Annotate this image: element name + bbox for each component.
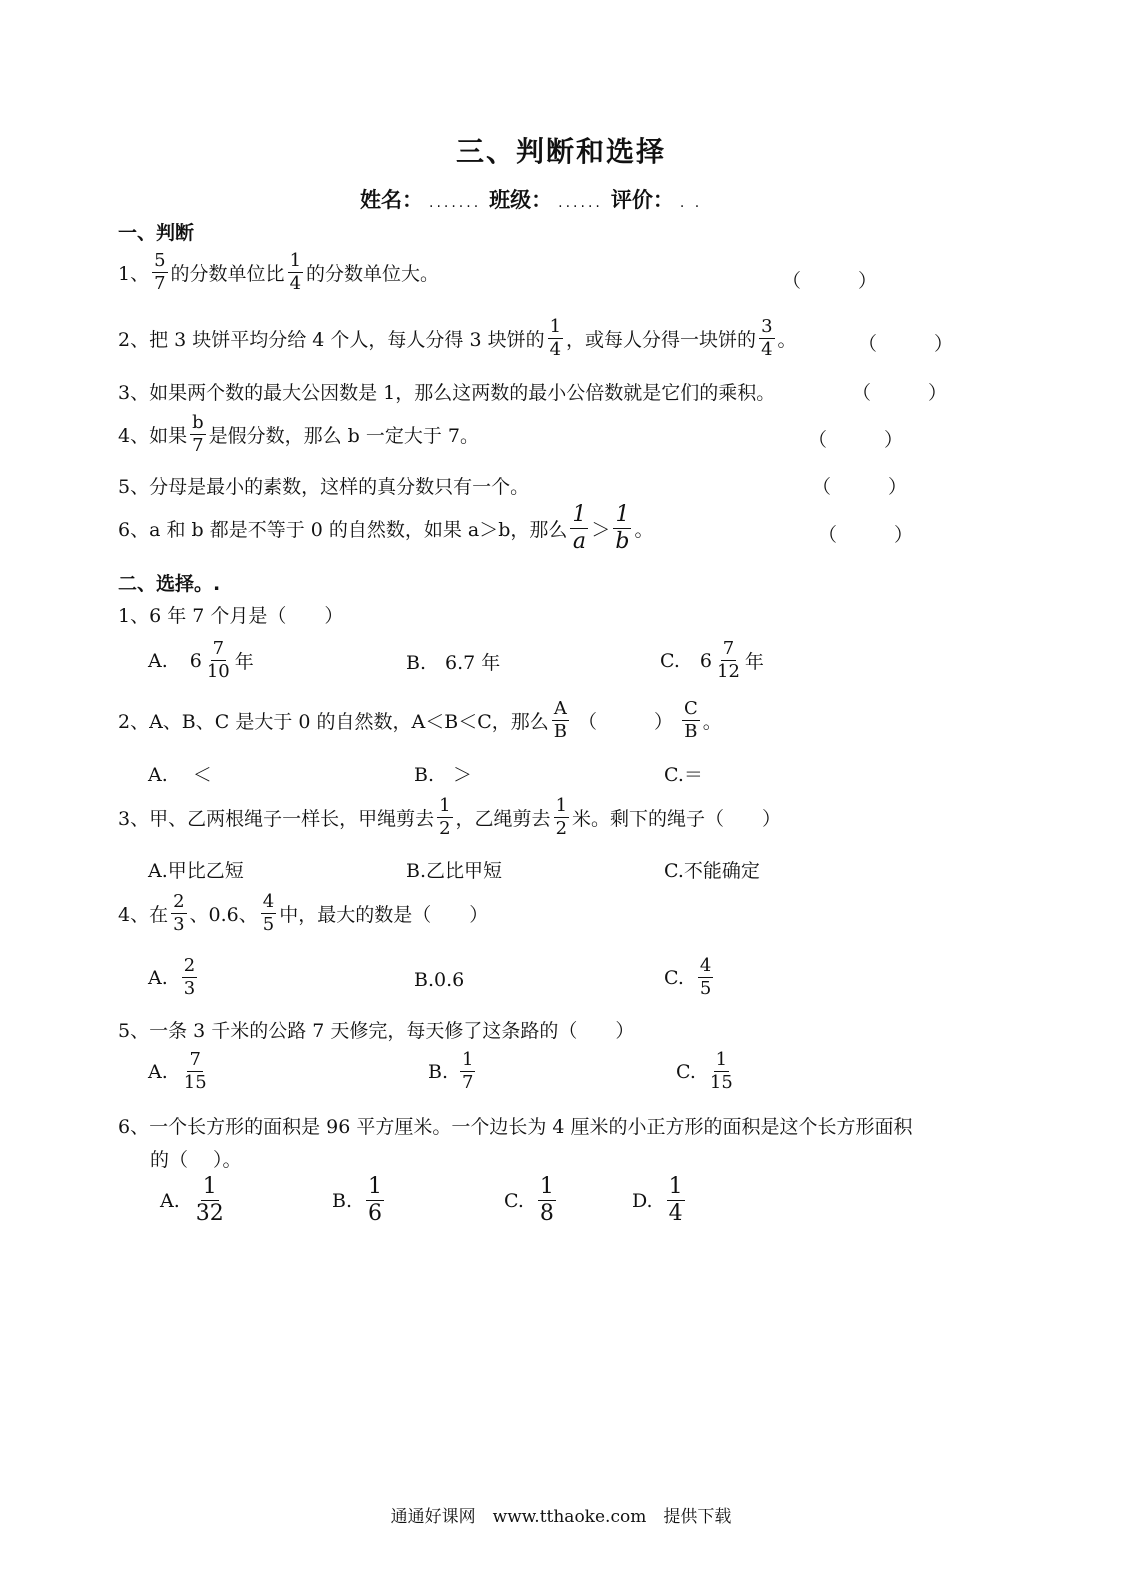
judge-question-2: 2、把 3 块饼平均分给 4 个人，每人分得 3 块饼的 $\frac{1}{4}$ ，或每人分得一块饼的 $\frac{3}{4}$ 。: [118, 316, 797, 360]
judge-question-4: 4、如果 $\frac{b}{7}$ 是假分数，那么 b 一定大于 7。: [118, 412, 479, 456]
option-c[interactable]: C. $\frac{4}{5}$: [664, 955, 712, 999]
fraction: $\frac{A}{B}$: [553, 698, 567, 742]
option-c[interactable]: C.＝: [664, 764, 703, 786]
name-label: 姓名：: [360, 188, 423, 212]
choice-question-6: 6、一个长方形的面积是 96 平方厘米。一个边长为 4 厘米的小正方形的面积是这个长方形面积: [118, 1116, 913, 1138]
choice-question-4: 4、在 $\frac{2}{3}$ 、0.6、 $\frac{4}{5}$ 中，最大的数是（ ）: [118, 891, 489, 935]
option-c[interactable]: C. $\frac{1}{15}$: [676, 1049, 733, 1093]
option-a[interactable]: A. $\frac{2}{3}$: [148, 955, 196, 999]
judge-question-1: 1、 $\frac{5}{7}$ 的分数单位比 $\frac{1}{4}$ 的分数单位大。: [118, 250, 440, 294]
page-footer: 通通好课网 www.tthaoke.com 提供下载: [390, 1507, 732, 1527]
fraction: $\frac{5}{7}$: [154, 250, 166, 294]
answer-blank-2[interactable]: （ ）: [858, 333, 954, 355]
judge-question-5: 5、分母是最小的素数，这样的真分数只有一个。: [118, 476, 530, 498]
name-blank: .......: [429, 195, 482, 211]
fraction: $\frac{1}{4}$: [289, 250, 302, 294]
option-d[interactable]: D. $\frac{1}{4}$: [632, 1174, 683, 1226]
option-b[interactable]: B.0.6: [414, 969, 465, 991]
fraction: $\frac{7}{15}$: [183, 1049, 207, 1093]
fraction: $\frac{1}{6}$: [368, 1174, 383, 1226]
student-info-line: [360, 184, 710, 214]
fraction: $\frac{C}{B}$: [684, 698, 698, 742]
fraction: $\frac{1}{b}$: [615, 502, 630, 554]
fraction: $\frac{7}{12}$: [717, 638, 740, 682]
option-a[interactable]: A. ＜: [148, 764, 212, 786]
fraction: $\frac{1}{2}$: [555, 795, 568, 839]
choice-question-3: 3、甲、乙两根绳子一样长，甲绳剪去 $\frac{1}{2}$ ，乙绳剪去 $\frac{1}{2}$ 米。剩下的绳子（ ）: [118, 795, 782, 839]
fraction: $\frac{4}{5}$: [262, 891, 275, 935]
judge-question-6: 6、a 和 b 都是不等于 0 的自然数，如果 a＞b，那么 $\frac{1}{a}$ ＞ $\frac{1}{b}$ 。: [118, 502, 654, 554]
fraction: $\frac{b}{7}$: [192, 412, 204, 456]
judge-question-3: 3、如果两个数的最大公因数是 1，那么这两数的最小公倍数就是它们的乘积。: [118, 382, 776, 404]
option-a[interactable]: A. $\frac{1}{32}$: [160, 1174, 224, 1226]
evaluation-label: 评价：: [610, 188, 674, 212]
answer-blank-4[interactable]: （ ）: [808, 429, 904, 451]
fraction: $\frac{1}{2}$: [439, 795, 451, 839]
option-a[interactable]: A. $\frac{7}{15}$: [148, 1049, 207, 1093]
choice-question-6-cont: 的（ ）。: [150, 1149, 242, 1171]
choice-question-5: 5、一条 3 千米的公路 7 天修完，每天修了这条路的（ ）: [118, 1020, 635, 1042]
option-b[interactable]: B. ＞: [414, 764, 473, 786]
class-blank: ......: [558, 195, 603, 211]
answer-blank-6[interactable]: （ ）: [818, 524, 914, 546]
option-b[interactable]: B. 6.7 年: [406, 652, 501, 674]
answer-blank-5[interactable]: （ ）: [812, 476, 908, 498]
option-a[interactable]: A.甲比乙短: [148, 860, 244, 882]
page-title: 三、判断和选择: [455, 135, 666, 168]
fraction: $\frac{7}{10}$: [206, 638, 230, 682]
fraction: $\frac{4}{5}$: [699, 955, 712, 999]
section-choice-heading: 二、选择。.: [118, 573, 221, 595]
option-a[interactable]: A. 6 $\frac{7}{10}$ 年: [148, 638, 254, 682]
fraction: $\frac{2}{3}$: [173, 891, 185, 935]
option-c[interactable]: C.不能确定: [664, 860, 760, 882]
option-c[interactable]: C. $\frac{1}{8}$: [504, 1174, 554, 1226]
fraction: $\frac{1}{15}$: [709, 1049, 733, 1093]
fraction: $\frac{1}{32}$: [195, 1174, 224, 1226]
option-b[interactable]: B. $\frac{1}{6}$: [332, 1174, 383, 1226]
class-label: 班级：: [489, 188, 553, 212]
option-b[interactable]: B.乙比甲短: [406, 860, 503, 882]
fraction: $\frac{1}{a}$: [572, 502, 587, 554]
fraction: $\frac{3}{4}$: [761, 316, 773, 360]
choice-question-1: 1、6 年 7 个月是（ ）: [118, 605, 344, 627]
fraction: $\frac{1}{4}$: [549, 316, 562, 360]
option-c[interactable]: C. 6 $\frac{7}{12}$ 年: [660, 638, 764, 682]
option-b[interactable]: B. $\frac{1}{7}$: [428, 1049, 474, 1093]
evaluation-blank: . .: [679, 195, 703, 211]
answer-blank-1[interactable]: （ ）: [782, 270, 878, 292]
fraction: $\frac{1}{4}$: [668, 1174, 683, 1226]
fraction: $\frac{2}{3}$: [183, 955, 196, 999]
fraction: $\frac{1}{8}$: [539, 1174, 554, 1226]
answer-blank-3[interactable]: （ ）: [852, 382, 948, 404]
section-judge-heading: 一、判断: [118, 222, 195, 244]
choice-question-2: 2、A、B、C 是大于 0 的自然数，A＜B＜C，那么 $\frac{A}{B}$ （ ） $\frac{C}{B}$ 。: [118, 698, 722, 742]
fraction: $\frac{1}{7}$: [462, 1049, 474, 1093]
